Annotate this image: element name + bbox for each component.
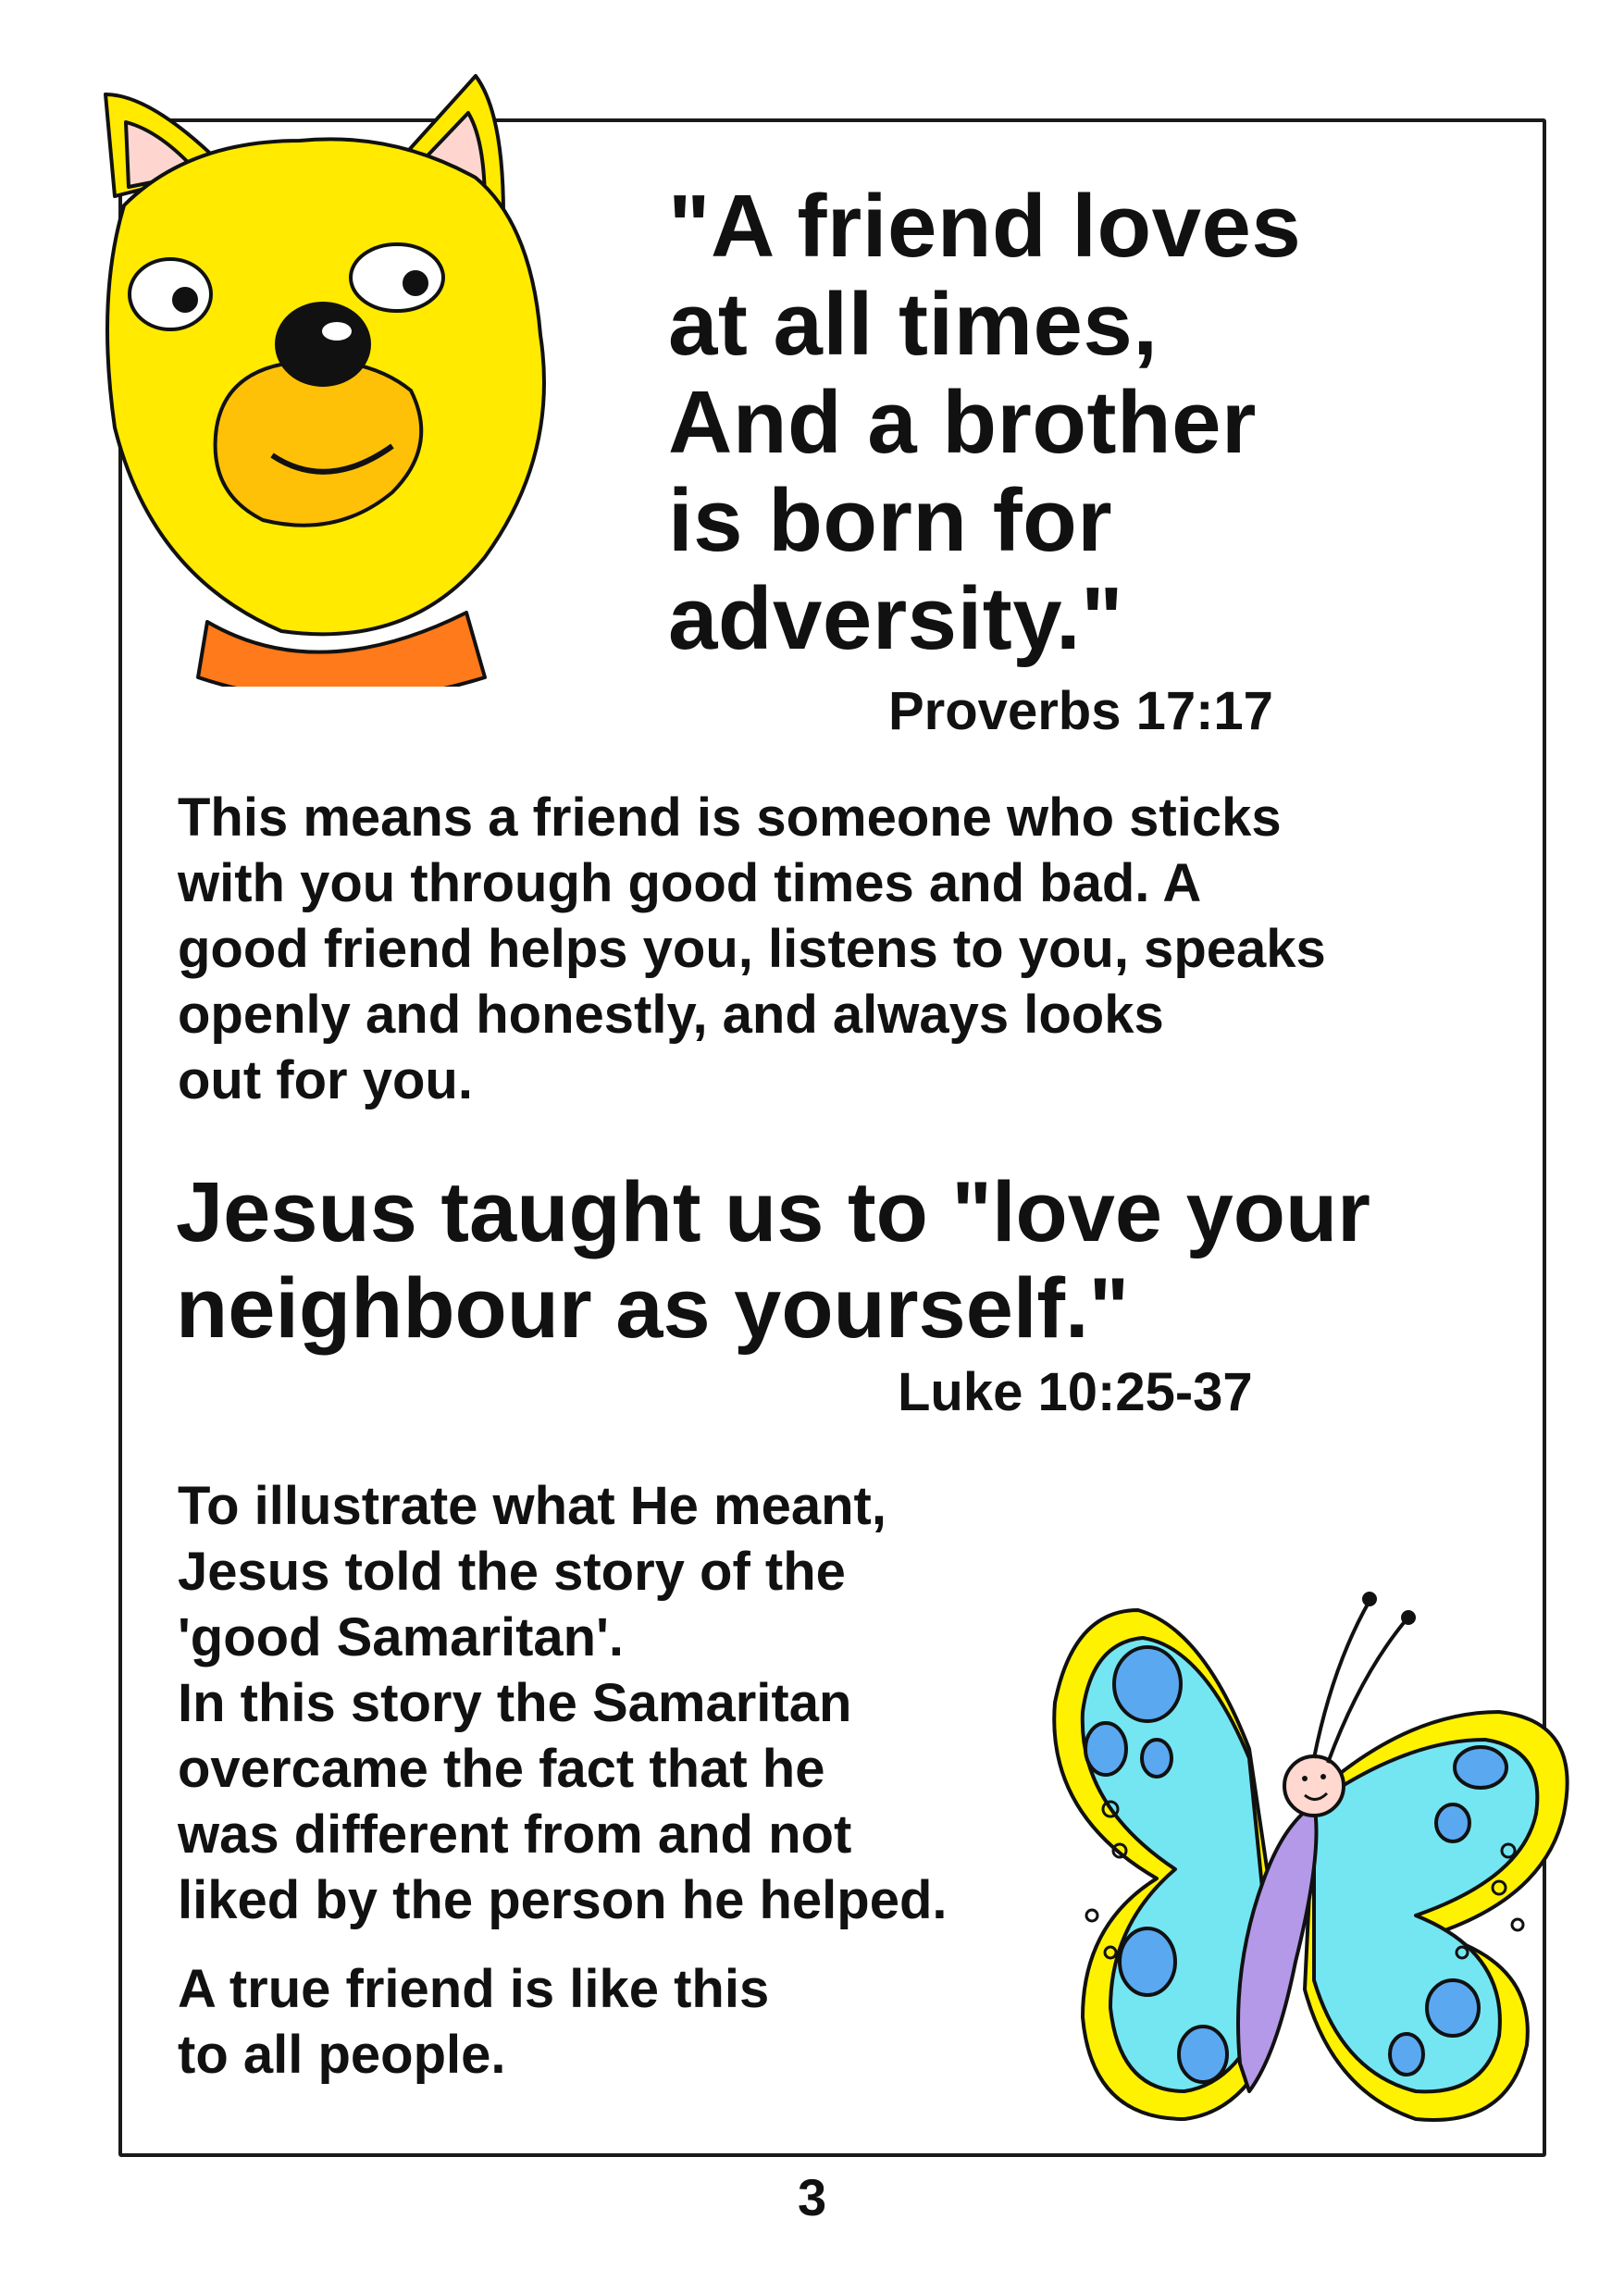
luke-reference: Luke 10:25-37 xyxy=(898,1362,1253,1422)
text-line: liked by the person he helped. xyxy=(178,1870,948,1930)
text-line: out for you. xyxy=(178,1050,473,1110)
text-line: This means a friend is someone who sticks xyxy=(178,787,1282,848)
quote-line: And a brother xyxy=(668,373,1257,472)
text-line: with you through good times and bad. A xyxy=(178,853,1202,913)
text-line: In this story the Samaritan xyxy=(178,1673,852,1733)
page-number: 3 xyxy=(798,2168,827,2226)
text-line: 'good Samaritan'. xyxy=(178,1607,624,1667)
quote-line: adversity." xyxy=(668,569,1124,668)
conclusion-paragraph xyxy=(178,1956,769,2088)
text-line: A true friend is like this xyxy=(178,1959,770,2019)
quote-line: at all times, xyxy=(668,275,1159,374)
text-line: was different from and not xyxy=(178,1804,852,1865)
heading-line: neighbour as yourself." xyxy=(176,1261,1130,1356)
quote-line: is born for xyxy=(668,471,1113,570)
text-line: Jesus told the story of the xyxy=(178,1542,846,1602)
butterfly-icon xyxy=(1018,1573,1592,2165)
story-paragraph xyxy=(178,1473,948,1933)
dog-icon xyxy=(41,57,596,687)
proverb-quote xyxy=(668,178,1301,668)
quote-line: "A friend loves xyxy=(668,177,1302,276)
text-line: To illustrate what He meant, xyxy=(178,1476,886,1536)
text-line: good friend helps you, listens to you, speaks xyxy=(178,919,1326,979)
text-line: to all people. xyxy=(178,2025,506,2085)
teaching-heading xyxy=(176,1164,1370,1357)
text-line: overcame the fact that he xyxy=(178,1739,825,1799)
explanation-paragraph xyxy=(178,785,1326,1113)
heading-line: Jesus taught us to "love your xyxy=(176,1165,1370,1259)
proverb-reference: Proverbs 17:17 xyxy=(888,681,1273,741)
text-line: openly and honestly, and always looks xyxy=(178,985,1164,1045)
